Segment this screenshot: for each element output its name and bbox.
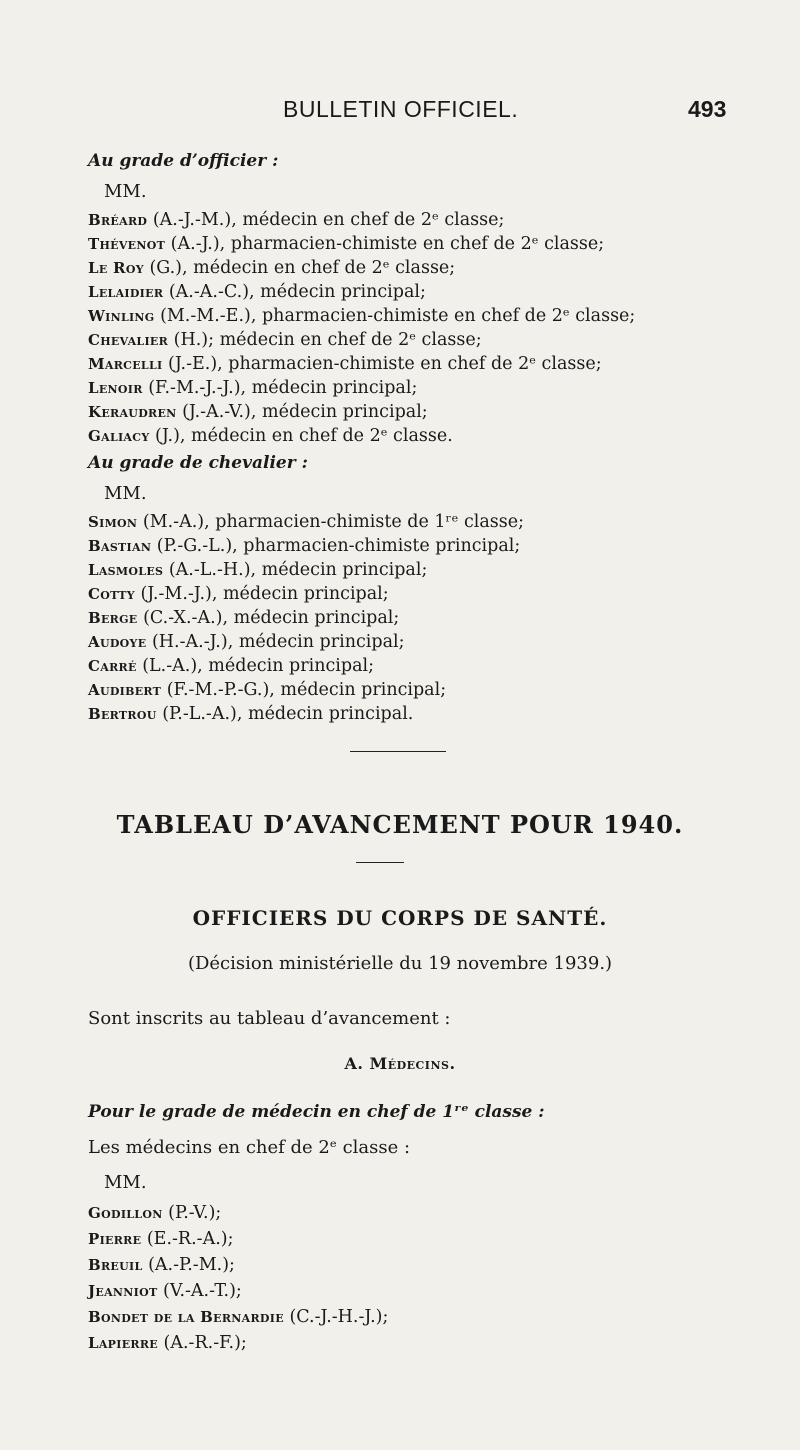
list-item bbox=[88, 328, 635, 352]
officer-heading: Au grade d’officier : bbox=[88, 151, 279, 171]
person-name: Lelaidier bbox=[88, 283, 164, 301]
person-name: Bréard bbox=[88, 211, 148, 229]
list-item bbox=[88, 376, 635, 400]
person-details: (A.-J.-M.), médecin en chef de 2ᵉ classe; bbox=[152, 210, 505, 230]
medecins-section bbox=[88, 1094, 545, 1356]
list-item bbox=[88, 654, 524, 678]
person-details: (P.-V.); bbox=[168, 1203, 222, 1223]
chevalier-mm: MM. bbox=[104, 483, 147, 504]
list-item bbox=[88, 1278, 545, 1304]
person-details: (A.-A.-C.), médecin principal; bbox=[168, 282, 426, 302]
page-header bbox=[0, 96, 800, 132]
person-name: Lenoir bbox=[88, 379, 143, 397]
person-details: (J.), médecin en chef de 2ᵉ classe. bbox=[155, 426, 453, 446]
officer-list bbox=[88, 208, 635, 448]
category-line: Les médecins en chef de 2ᵉ classe : bbox=[88, 1137, 411, 1158]
person-name: Simon bbox=[88, 513, 138, 531]
list-item bbox=[88, 678, 524, 702]
officer-mm: MM. bbox=[104, 181, 147, 202]
person-details: (H.); médecin en chef de 2ᵉ classe; bbox=[173, 330, 482, 350]
person-details: (C.-X.-A.), médecin principal; bbox=[143, 608, 400, 628]
person-name: Galiacy bbox=[88, 427, 150, 445]
person-name: Keraudren bbox=[88, 403, 177, 421]
person-details: (M.-A.), pharmacien-chimiste de 1ʳᵉ classe; bbox=[142, 512, 524, 532]
person-details: (A.-J.), pharmacien-chimiste en chef de 2ᵉ classe; bbox=[170, 234, 605, 254]
medecins-list bbox=[88, 1200, 545, 1356]
intro-line: Sont inscrits au tableau d’avancement : bbox=[88, 1008, 451, 1029]
person-name: Audibert bbox=[88, 681, 162, 699]
person-details: (J.-M.-J.), médecin principal; bbox=[140, 584, 389, 604]
running-title: BULLETIN OFFICIEL. bbox=[283, 96, 519, 122]
person-name: Bondet de la Bernardie bbox=[88, 1308, 284, 1326]
list-item bbox=[88, 702, 524, 726]
person-details: (L.-A.), médecin principal; bbox=[142, 656, 374, 676]
person-details: (J.-E.), pharmacien-chimiste en chef de 2ᵉ classe; bbox=[168, 354, 602, 374]
chevalier-section bbox=[88, 448, 524, 726]
list-item bbox=[88, 630, 524, 654]
list-item bbox=[88, 1330, 545, 1356]
person-name: Bertrou bbox=[88, 705, 157, 723]
list-item bbox=[88, 208, 635, 232]
separator-rule bbox=[350, 751, 446, 752]
person-name: Thévenot bbox=[88, 235, 166, 253]
decision-line: (Décision ministérielle du 19 novembre 1939.) bbox=[187, 953, 613, 974]
person-details: (F.-M.-J.-J.), médecin principal; bbox=[148, 378, 418, 398]
person-name: Lapierre bbox=[88, 1334, 158, 1352]
person-name: Le Roy bbox=[88, 259, 144, 277]
person-details: (G.), médecin en chef de 2ᵉ classe; bbox=[149, 258, 456, 278]
list-item bbox=[88, 606, 524, 630]
chevalier-list bbox=[88, 510, 524, 726]
medecins-mm: MM. bbox=[104, 1172, 147, 1193]
list-item bbox=[88, 1252, 545, 1278]
person-details: (E.-R.-A.); bbox=[146, 1229, 234, 1249]
person-name: Cotty bbox=[88, 585, 135, 603]
list-item bbox=[88, 304, 635, 328]
chevalier-heading: Au grade de chevalier : bbox=[88, 453, 308, 473]
person-name: Berge bbox=[88, 609, 138, 627]
person-name: Jeanniot bbox=[88, 1282, 158, 1300]
grade-heading: Pour le grade de médecin en chef de 1ʳᵉ classe : bbox=[88, 1102, 545, 1122]
person-details: (A.-L.-H.), médecin principal; bbox=[168, 560, 428, 580]
person-name: Carré bbox=[88, 657, 137, 675]
person-name: Lasmoles bbox=[88, 561, 164, 579]
list-item bbox=[88, 1304, 545, 1330]
tableau-title: TABLEAU D’AVANCEMENT POUR 1940. bbox=[116, 810, 684, 839]
page-number: 493 bbox=[688, 96, 727, 122]
corps-subtitle: OFFICIERS DU CORPS DE SANTÉ. bbox=[192, 906, 608, 930]
officer-section bbox=[88, 146, 635, 448]
list-item bbox=[88, 232, 635, 256]
person-name: Chevalier bbox=[88, 331, 169, 349]
list-item bbox=[88, 1200, 545, 1226]
list-item bbox=[88, 558, 524, 582]
person-details: (F.-M.-P.-G.), médecin principal; bbox=[166, 680, 447, 700]
list-item bbox=[88, 400, 635, 424]
person-name: Pierre bbox=[88, 1230, 142, 1248]
person-details: (H.-A.-J.), médecin principal; bbox=[151, 632, 405, 652]
list-item bbox=[88, 582, 524, 606]
list-item bbox=[88, 280, 635, 304]
title-rule bbox=[356, 862, 404, 863]
person-name: Marcelli bbox=[88, 355, 163, 373]
person-details: (J.-A.-V.), médecin principal; bbox=[182, 402, 428, 422]
list-item bbox=[88, 256, 635, 280]
person-details: (A.-R.-F.); bbox=[163, 1333, 247, 1353]
person-details: (C.-J.-H.-J.); bbox=[289, 1307, 389, 1327]
person-details: (P.-G.-L.), pharmacien-chimiste principal; bbox=[156, 536, 521, 556]
list-item bbox=[88, 510, 524, 534]
list-item bbox=[88, 1226, 545, 1252]
list-item bbox=[88, 534, 524, 558]
list-item bbox=[88, 352, 635, 376]
person-details: (A.-P.-M.); bbox=[148, 1255, 235, 1275]
person-details: (P.-L.-A.), médecin principal. bbox=[162, 704, 414, 724]
person-name: Godillon bbox=[88, 1204, 163, 1222]
list-item bbox=[88, 424, 635, 448]
person-details: (V.-A.-T.); bbox=[163, 1281, 242, 1301]
person-details: (M.-M.-E.), pharmacien-chimiste en chef de 2ᵉ classe; bbox=[160, 306, 636, 326]
person-name: Audoye bbox=[88, 633, 147, 651]
person-name: Breuil bbox=[88, 1256, 143, 1274]
person-name: Bastian bbox=[88, 537, 152, 555]
person-name: Winling bbox=[88, 307, 155, 325]
section-a-heading: A. Médecins. bbox=[344, 1054, 456, 1073]
